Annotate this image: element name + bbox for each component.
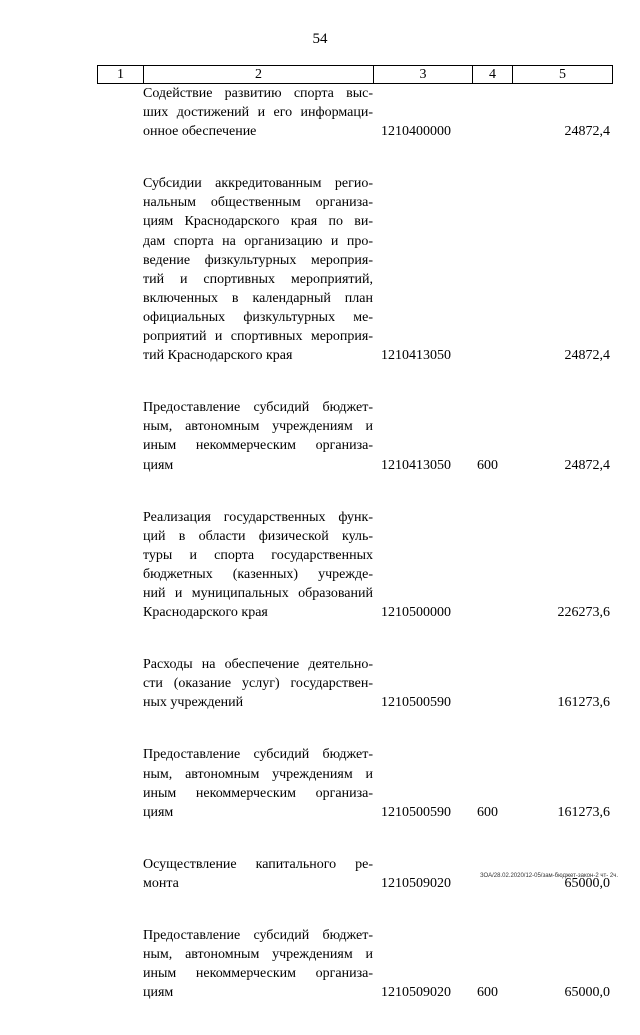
description-line: иным некоммерческим организа- <box>143 966 373 982</box>
description-line: иным некоммерческим организа- <box>143 438 373 454</box>
column-header-2: 2 <box>144 66 374 84</box>
description-line: Содействие развитию спорта выс- <box>143 86 373 101</box>
row-description <box>143 174 373 365</box>
column-header-4: 4 <box>473 66 513 84</box>
row-code: 1210400000 <box>381 124 451 140</box>
description-line: официальных физкультурных ме- <box>143 309 373 325</box>
description-line: Предоставление субсидий бюджет- <box>143 747 373 763</box>
row-code: 1210500000 <box>381 605 451 621</box>
description-line: иным некоммерческим организа- <box>143 785 373 801</box>
description-line: Расходы на обеспечение деятельно- <box>143 657 373 673</box>
description-line: циям <box>143 457 174 473</box>
row-description <box>143 855 373 893</box>
row-amount: 161273,6 <box>557 804 610 820</box>
description-line: ным, автономным учреждениям и <box>143 766 373 782</box>
description-line: циям Краснодарского края по ви- <box>143 214 373 230</box>
description-line: дам спорта на организацию и про- <box>143 233 373 249</box>
footer-file-reference: ЗОА/28.02.2020/12-05/зам-бюджет-закон-2 чт- 2ч. <box>480 873 618 879</box>
row-expense-type: 600 <box>477 457 498 473</box>
description-line: ным, автономным учреждениям и <box>143 419 373 435</box>
description-line: ведение физкультурных мероприя- <box>143 252 373 268</box>
column-header-5: 5 <box>513 66 613 84</box>
description-line: Осуществление капитального ре- <box>143 856 373 872</box>
row-code: 1210500590 <box>381 695 451 711</box>
description-line: ших достижений и его информаци- <box>143 105 373 121</box>
description-line: ций в области физической куль- <box>143 528 373 544</box>
row-description <box>143 398 373 474</box>
description-line: тий и спортивных мероприятий, <box>143 271 373 287</box>
page-number: 54 <box>312 31 328 47</box>
description-line: ных учреждений <box>143 695 244 711</box>
description-line: включенных в календарный план <box>143 290 373 306</box>
description-line: сти (оказание услуг) государствен- <box>143 676 373 692</box>
description-line: роприятий и спортивных мероприя- <box>143 329 373 345</box>
row-description <box>143 508 373 623</box>
row-expense-type: 600 <box>477 804 498 820</box>
row-amount: 24872,4 <box>564 124 610 140</box>
budget-row <box>0 655 640 712</box>
description-line: циям <box>143 804 174 820</box>
row-description <box>143 84 373 141</box>
description-line: Реализация государственных функ- <box>143 509 373 525</box>
column-header-table <box>97 65 613 84</box>
budget-row <box>0 84 640 141</box>
row-code: 1210413050 <box>381 348 451 364</box>
description-line: Предоставление субсидий бюджет- <box>143 400 373 416</box>
row-description <box>143 745 373 821</box>
row-code: 1210500590 <box>381 804 451 820</box>
row-code: 1210509020 <box>381 875 451 891</box>
description-line: тий Краснодарского края <box>143 348 293 364</box>
row-code: 1210509020 <box>381 985 451 1001</box>
description-line: Краснодарского края <box>143 605 268 621</box>
budget-row <box>0 174 640 365</box>
budget-row <box>0 398 640 474</box>
description-line: туры и спорта государственных <box>143 547 373 563</box>
description-line: циям <box>143 985 174 1001</box>
description-line: онное обеспечение <box>143 124 257 140</box>
budget-row <box>0 745 640 821</box>
description-line: бюджетных (казенных) учрежде- <box>143 566 373 582</box>
budget-rows <box>0 84 640 1035</box>
description-line: ным, автономным учреждениям и <box>143 947 373 963</box>
row-description <box>143 926 373 1002</box>
column-header-3: 3 <box>374 66 473 84</box>
row-description <box>143 655 373 712</box>
description-line: нальным общественным организа- <box>143 195 373 211</box>
description-line: ний и муниципальных образований <box>143 585 373 601</box>
row-amount: 226273,6 <box>557 605 610 621</box>
row-amount: 161273,6 <box>557 695 610 711</box>
column-header-1: 1 <box>98 66 144 84</box>
column-header-row <box>98 66 613 84</box>
description-line: Предоставление субсидий бюджет- <box>143 928 373 943</box>
description-line: Субсидии аккредитованным регио- <box>143 176 373 192</box>
budget-row <box>0 508 640 623</box>
row-amount: 65000,0 <box>564 985 610 1001</box>
row-expense-type: 600 <box>477 985 498 1001</box>
row-amount: 24872,4 <box>564 457 610 473</box>
row-amount: 65000,0 <box>564 875 610 891</box>
budget-row <box>0 926 640 1002</box>
row-code: 1210413050 <box>381 457 451 473</box>
row-amount: 24872,4 <box>564 348 610 364</box>
description-line: монта <box>143 875 179 891</box>
